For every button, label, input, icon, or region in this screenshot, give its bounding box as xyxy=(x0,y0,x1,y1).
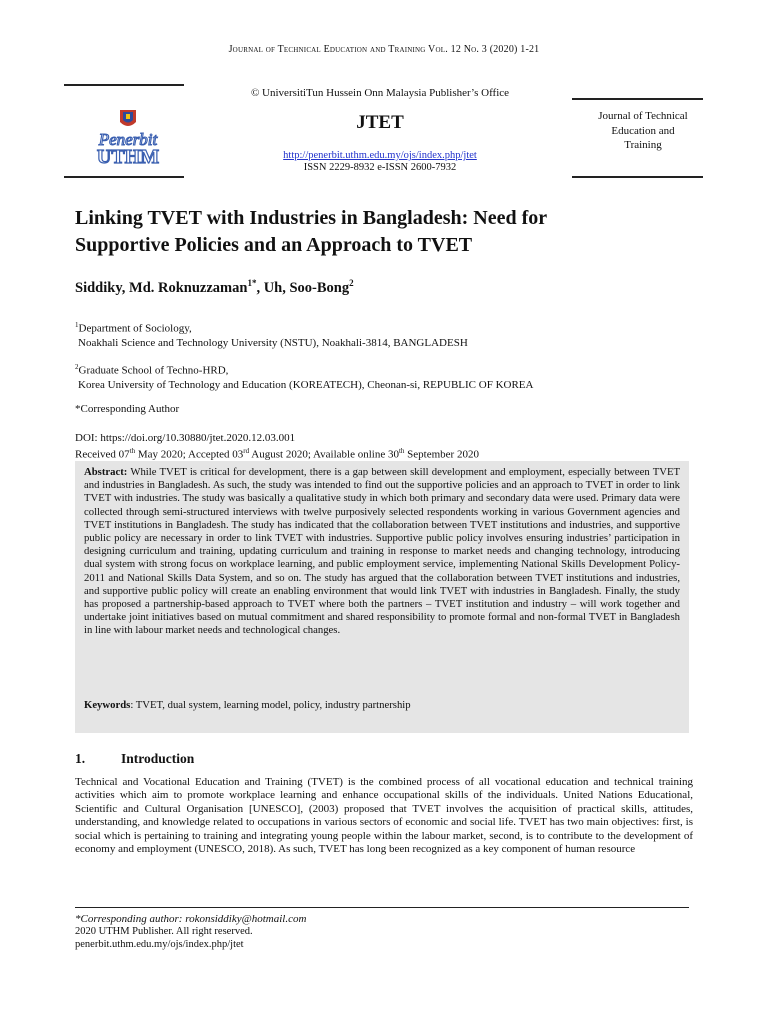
author-list xyxy=(75,278,354,297)
affiliation-2 xyxy=(75,360,533,393)
title-line: Supportive Policies and an Approach to TVET xyxy=(75,234,473,256)
journal-name xyxy=(578,109,708,153)
corresponding-author-note: *Corresponding Author xyxy=(75,403,180,415)
author-name: Uh, Soo-Bong xyxy=(263,279,350,296)
journal-name-line: Training xyxy=(624,139,662,151)
dates-line xyxy=(75,444,479,462)
footnote-url[interactable]: penerbit.uthm.edu.my/ojs/index.php/jtet xyxy=(75,939,244,950)
affiliation-institution: Korea University of Technology and Education (KOREATECH), Cheonan-si, REPUBLIC OF KOREA xyxy=(78,379,534,392)
footnote-corresponding-email: *Corresponding author: rokonsiddiky@hotmail.com xyxy=(75,913,307,925)
paper-title xyxy=(75,205,705,259)
section-number: 1. xyxy=(75,751,86,766)
masthead-rule-left-top xyxy=(64,84,184,86)
affiliation-1 xyxy=(75,318,468,351)
affiliation-institution: Noakhali Science and Technology University (NSTU), Noakhali-3814, BANGLADESH xyxy=(78,337,468,350)
masthead-rule-right-top xyxy=(572,98,703,100)
doi-line[interactable]: DOI: https://doi.org/10.30880/jtet.2020.12.03.001 xyxy=(75,432,296,444)
online-date-tail: September 2020 xyxy=(404,448,479,461)
ordinal-suffix: th xyxy=(398,447,405,455)
logo-text-penerbit: Penerbit xyxy=(98,130,158,149)
author-affiliation-mark: 2 xyxy=(349,278,354,288)
author-affiliation-mark: 1* xyxy=(247,278,257,288)
ordinal-suffix: rd xyxy=(243,447,250,455)
abstract-text: While TVET is critical for development, there is a gap between skill development and employment, especially between TVET and industries in Bangladesh. As such, the study was intended to find out the supportive policies and an approach to TVET in order to link TVET with industries. The study was basically a qualitative study in which both primary and secondary data were used. Primary data were collected through semi-structured interviews with twelve purposively selected respondents working in various Government agencies and TVET institutions in Bangladesh. The study has indicated that the collaboration between TVET institutions and industries, and supportive public policy are necessary in order to link TVET with industries. Supportive public policy involves ensuring industries’ participation in designing curriculum and training, updating curriculum and training in response to market needs and changing technology, introducing dual system with strong focus on workplace learning, and public employment service, implementing National Skills Development Policy-2011 and National Skills Data System, and so on. The study has argued that the collaboration between TVET institutions and industries, and supportive public policy will create an enabling environment that would link TVET with industries in Bangladesh. Finally, the study has proposed a partnership-based approach to TVET where both the partners – TVET institution and industry – will work together and undertake joint initiatives based on mutual commitment and shared responsibility to promote formal and non-formal TVET in Bangladesh in line with labour market needs and technological changes. xyxy=(84,466,680,637)
footnote-copyright: 2020 UTHM Publisher. All right reserved. xyxy=(75,926,253,937)
masthead-rule-right-bottom xyxy=(572,176,703,178)
keywords xyxy=(84,699,680,711)
affiliation-mark: 1 xyxy=(75,321,79,329)
received-date: Received 07 xyxy=(75,448,130,461)
running-head: Journal of Technical Education and Training Vol. 12 No. 3 (2020) 1-21 xyxy=(228,44,540,55)
keywords-text: : TVET, dual system, learning model, policy, industry partnership xyxy=(130,699,411,711)
author-separator: , xyxy=(256,279,264,296)
ordinal-suffix: th xyxy=(129,447,136,455)
online-date: August 2020; Available online 30 xyxy=(249,448,399,461)
penerbit-uthm-logo xyxy=(82,108,174,170)
masthead-rule-left-bottom xyxy=(64,176,184,178)
affiliation-dept: Graduate School of Techno-HRD, xyxy=(78,364,229,377)
affiliation-dept: Department of Sociology, xyxy=(78,322,192,335)
issn-line: ISSN 2229-8932 e-ISSN 2600-7932 xyxy=(303,162,457,173)
section-heading-introduction xyxy=(75,751,194,767)
journal-url-link[interactable]: http://penerbit.uthm.edu.my/ojs/index.php/jtet xyxy=(283,150,477,161)
journal-abbrev: JTET xyxy=(356,112,404,133)
section-title: Introduction xyxy=(121,751,195,766)
author-name: Siddiky, Md. Roknuzzaman xyxy=(75,279,248,296)
abstract xyxy=(84,466,680,638)
publisher-line: © UniversitiTun Hussein Onn Malaysia Publisher’s Office xyxy=(250,87,510,99)
introduction-paragraph: Technical and Vocational Education and Training (TVET) is the combined process of all vocational education and technical training activities which aim to promote workplace learning and enhance occupational skills of the individuals. United Nations Educational, Scientific and Cultural Organisation [UNESCO], (2003) proposed that TVET involves the acquisition of practical skills, attitudes, understanding, and knowledge related to occupations in various sectors of economic and social life. TVET has two main objectives: first, is social which is pertaining to training and integrating young people within the labour market, second, is to contribute to the development of economy and employment (UNESCO, 2018). As such, TVET has long been recognized as a key component of human resource xyxy=(75,776,693,856)
affiliation-mark: 2 xyxy=(75,363,79,371)
title-line: Linking TVET with Industries in Bangladesh: Need for xyxy=(75,207,548,229)
footnote-rule xyxy=(75,907,689,908)
logo-text-uthm: UTHM xyxy=(96,146,160,168)
journal-name-line: Education and xyxy=(611,124,675,137)
journal-name-line: Journal of Technical xyxy=(598,110,688,122)
keywords-label: Keywords xyxy=(84,699,131,711)
accepted-date: May 2020; Accepted 03 xyxy=(135,448,244,461)
abstract-label: Abstract: xyxy=(84,466,128,478)
